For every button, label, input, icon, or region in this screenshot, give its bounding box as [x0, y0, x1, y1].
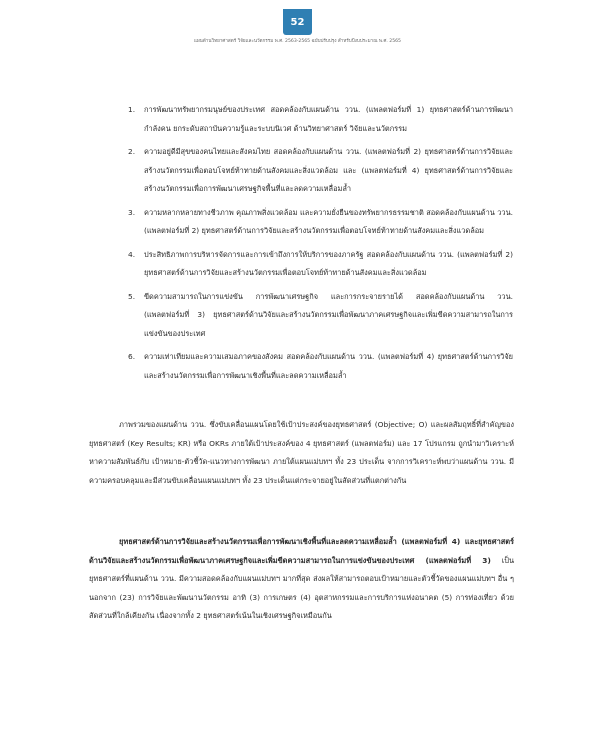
- page-number-badge: 52: [283, 9, 312, 35]
- list-item-number: 3.: [128, 207, 136, 217]
- list-item: [128, 204, 513, 241]
- numbered-list: [128, 101, 513, 390]
- list-item-text: ความอยู่ดีมีสุขของคนไทยและสังคมไทย สอดคล้องกับแผนด้าน ววน. (แพลตฟอร์มที่ 2) ยุทธศาสตร์ด้านการวิจัยและสร้างนวัตกรรมเพื่อตอบโจทย์ท้าทายด้านสังคมและสิ่งแวดล้อม และ (แพลตฟอร์มที่ 4) ยุทธศาสตร์ด้านการวิจัยและสร้างนวัตกรรมเพื่อการพัฒนาเศรษฐกิจพื้นที่และลดความเหลื่อมล้ำ: [144, 147, 513, 193]
- list-item-number: 4.: [128, 249, 136, 259]
- list-item: [128, 143, 513, 199]
- list-item-number: 6.: [128, 352, 136, 361]
- list-item-number: 2.: [128, 147, 136, 156]
- list-item-text: ขีดความสามารถในการแข่งขัน การพัฒนาเศรษฐกิจ และการกระจายรายได้ สอดคล้องกับแผนด้าน ววน. (แพลตฟอร์มที่ 3) ยุทธศาสตร์ด้านวิจัยและสร้างนวัตกรรมเพื่อพัฒนาภาคเศรษฐกิจและเพิ่มขีดความสามารถในการแข่งขันของประเทศ: [144, 291, 513, 338]
- overview-paragraph: ภาพรวมของแผนด้าน ววน. ซึ่งขับเคลื่อนแผนโดยใช้เป้าประสงค์ของยุทธศาสตร์ (Objective; O) และผลสัมฤทธิ์ที่สำคัญของยุทธศาสตร์ (Key Results; KR) หรือ OKRs ภายใต้เป้าประสงค์ของ 4 ยุทธศาสตร์ (แพลตฟอร์ม) และ 17 โปรแกรม ถูกนำมาวิเคราะห์หาความสัมพันธ์กับ เป้าหมาย-ตัวชี้วัด-แนวทางการพัฒนา ภายใต้แผนแม่บทฯ ทั้ง 23 ประเด็น จากการวิเคราะห์พบว่าแผนด้าน ววน. มีความครอบคลุมและมีส่วนขับเคลื่อนแผนแม่บทฯ ทั้ง 23 ประเด็นแต่กระจายอยู่ในสัดส่วนที่แตกต่างกัน: [89, 420, 514, 485]
- running-header: แผนด้านวิทยาศาสตร์ วิจัยและนวัตกรรม พ.ศ. 2563-2565 ฉบับปรับปรุง สำหรับปีงบประมาณ พ.ศ. 2565: [194, 39, 401, 44]
- strategy-paragraph: [89, 533, 514, 626]
- list-item-text: การพัฒนาทรัพยากรมนุษย์ของประเทศ สอดคล้องกับแผนด้าน ววน. (แพลตฟอร์มที่ 1) ยุทธศาสตร์ด้านการพัฒนากำลังคน ยกระดับสถาบันความรู้และระบบนิเวศ ด้านวิทยาศาสตร์ วิจัยและนวัตกรรม: [144, 105, 513, 133]
- list-item-text: ประสิทธิภาพการบริหารจัดการและการเข้าถึงการให้บริการของภาครัฐ สอดคล้องกับแผนด้าน ววน. (แพลตฟอร์มที่ 2) ยุทธศาสตร์ด้านการวิจัยและสร้างนวัตกรรมเพื่อตอบโจทย์ท้าทายด้านสังคมและสิ่งแวดล้อม: [144, 249, 513, 277]
- list-item-number: 1.: [128, 105, 136, 114]
- list-item-text: ความหลากหลายทางชีวภาพ คุณภาพสิ่งแวดล้อม และความยั่งยืนของทรัพยากรธรรมชาติ สอดคล้องกับแผนด้าน ววน. (แพลตฟอร์มที่ 2) ยุทธศาสตร์ด้านการวิจัยและสร้างนวัตกรรมเพื่อตอบโจทย์ท้าทายด้านสังคมและสิ่งแวดล้อม: [144, 207, 513, 235]
- list-item: [128, 246, 513, 283]
- list-item: [128, 101, 513, 138]
- list-item-number: 5.: [128, 291, 136, 301]
- strategy-paragraph-bold: ยุทธศาสตร์ด้านการวิจัยและสร้างนวัตกรรมเพื่อการพัฒนาเชิงพื้นที่และลดความเหลื่อมล้ำ (แพลตฟอร์มที่ 4) และยุทธศาสตร์ด้านวิจัยและสร้างนวัตกรรมเพื่อพัฒนาภาคเศรษฐกิจและเพิ่มขีดความสามารถในการแข่งขันของประเทศ (แพลตฟอร์มที่ 3): [89, 537, 514, 565]
- list-item-text: ความเท่าเทียมและความเสมอภาคของสังคม สอดคล้องกับแผนด้าน ววน. (แพลตฟอร์มที่ 4) ยุทธศาสตร์ด้านการวิจัยและสร้างนวัตกรรมเพื่อการพัฒนาเชิงพื้นที่และลดความเหลื่อมล้ำ: [144, 352, 513, 380]
- strategy-paragraph-text: เป็นยุทธศาสตร์ที่แผนด้าน ววน. มีความสอดคล้องกับแผนแม่บทฯ มากที่สุด ส่งผลให้สามารถตอบเป้าหมายและตัวชี้วัดของแผนแม่บทฯ อื่น ๆ นอกจาก (23) การวิจัยและพัฒนานวัตกรรม อาทิ (3) การเกษตร (4) อุตสาหกรรมและการบริการแห่งอนาคต (5) การท่องเที่ยว ด้วยสัดส่วนที่ใกล้เคียงกัน เนื่องจากทั้ง 2 ยุทธศาสตร์เน้นในเชิงเศรษฐกิจเหมือนกัน: [89, 555, 514, 620]
- list-item: [128, 348, 513, 385]
- list-item: [128, 288, 513, 344]
